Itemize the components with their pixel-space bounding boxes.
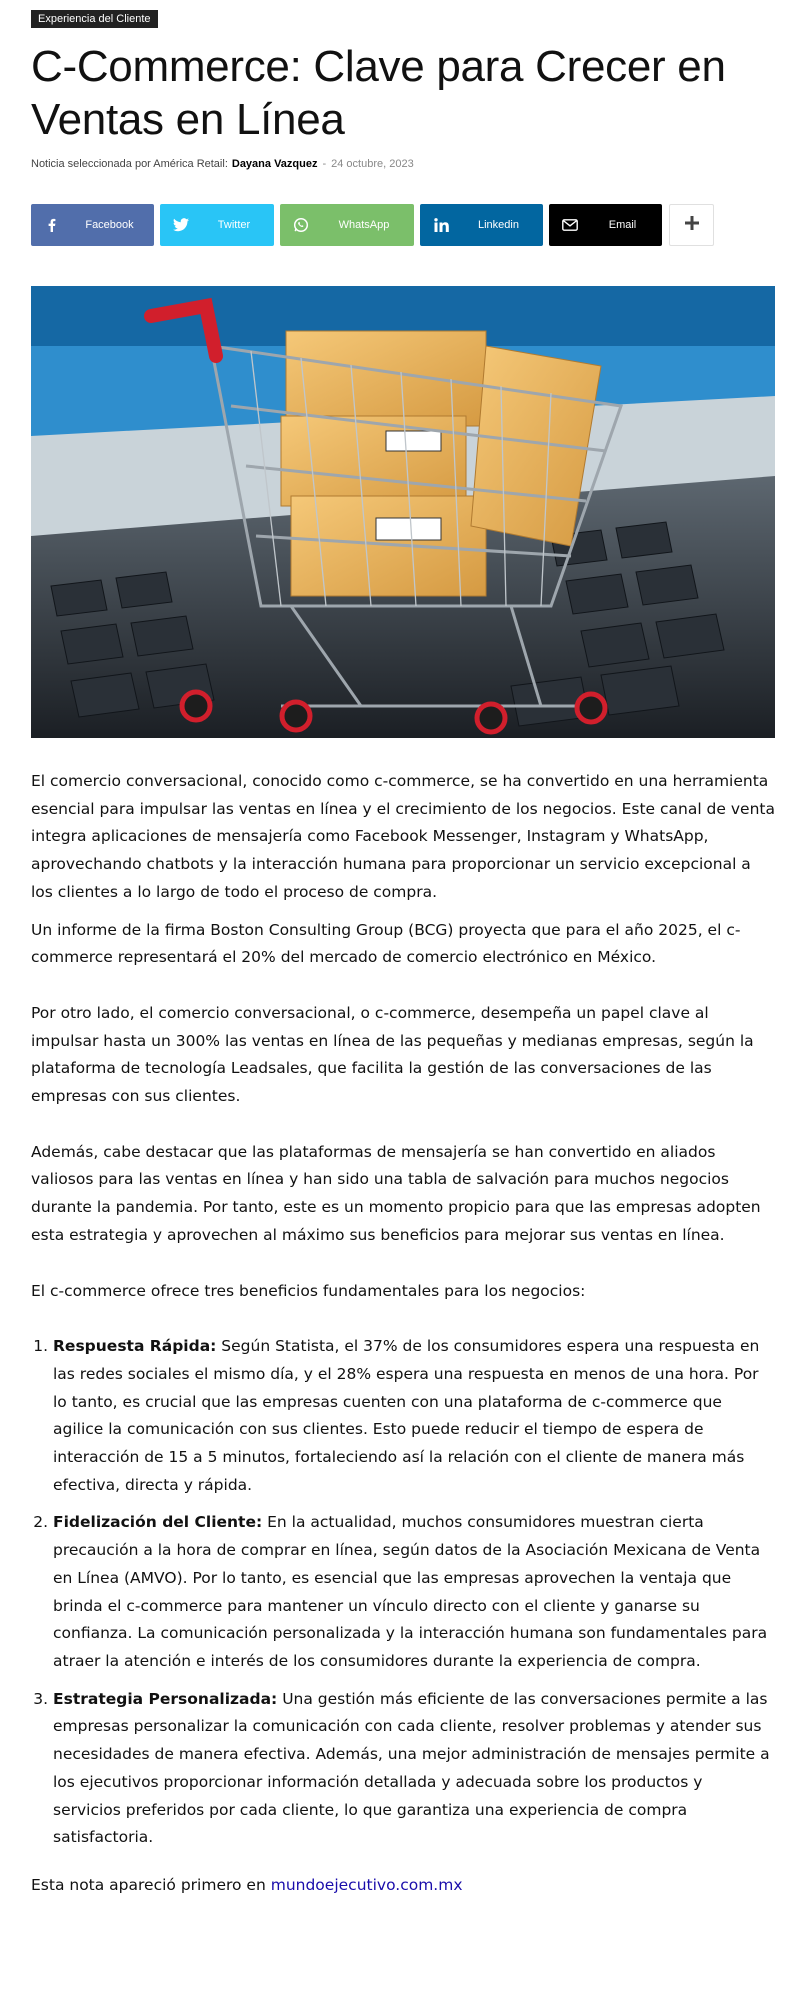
share-facebook-button[interactable] <box>31 204 154 246</box>
share-whatsapp-button[interactable] <box>280 204 414 246</box>
benefit-title: Fidelización del Cliente: <box>53 1513 263 1532</box>
share-email-label: Email <box>608 219 637 231</box>
share-twitter-button[interactable] <box>160 204 274 246</box>
facebook-icon <box>31 204 73 246</box>
benefit-title: Respuesta Rápida: <box>53 1337 217 1356</box>
source-prefix: Esta nota apareció primero en <box>31 1875 271 1894</box>
hero-image <box>31 286 775 738</box>
source-note <box>31 1872 775 1900</box>
page-title: C-Commerce: Clave para Crecer en Ventas en Línea <box>31 42 726 144</box>
list-item <box>53 1686 775 1852</box>
share-more-button[interactable] <box>669 204 714 246</box>
list-item <box>53 1509 775 1675</box>
byline-prefix: Noticia seleccionada por América Retail: <box>31 158 228 170</box>
linkedin-icon <box>420 204 462 246</box>
paragraph-leadsales: Por otro lado, el comercio conversacional, o c-commerce, desempeña un papel clave al impulsar hasta un 300% las ventas en línea de las pequeñas y medianas empresas, según la plataforma de tecnología Leadsales, que facilita la gestión de las conversaciones de las empresas con sus clientes. <box>31 1003 754 1106</box>
article-body <box>31 768 775 1900</box>
publish-date: 24 octubre, 2023 <box>331 158 414 170</box>
share-whatsapp-label: WhatsApp <box>338 219 390 231</box>
whatsapp-icon <box>280 204 322 246</box>
share-facebook-label: Facebook <box>85 219 134 231</box>
author-link[interactable]: Dayana Vazquez <box>231 158 318 170</box>
category-tag[interactable]: Experiencia del Cliente <box>31 10 158 28</box>
byline-separator: - <box>322 158 327 170</box>
plus-icon <box>684 215 700 235</box>
share-twitter-label: Twitter <box>217 219 251 231</box>
share-linkedin-label: Linkedin <box>478 219 519 231</box>
paragraph-pandemic: Además, cabe destacar que las plataformas de mensajería se han convertido en aliados valiosos para las ventas en línea y han sido una tabla de salvación para muchos negocios durante la pandemia. Por tanto, este es un momento propicio para que las empresas adopten esta estrategia y aprovechen al máximo sus beneficios para mejorar sus ventas en línea. <box>31 1142 761 1244</box>
benefit-title: Estrategia Personalizada: <box>53 1689 278 1708</box>
paragraph-intro: El comercio conversacional, conocido como c-commerce, se ha convertido en una herramienta esencial para impulsar las ventas en línea y el crecimiento de los negocios. Este canal de venta integra aplicaciones de mensajería como Facebook Messenger, Instagram y WhatsApp, aprovechando chatbots y la interacción humana para proporcionar un servicio excepcional a los clientes a lo largo de todo el proceso de compra. <box>31 772 775 901</box>
benefit-text: Según Statista, el 37% de los consumidores espera una respuesta en las redes sociales el mismo día, y el 28% espera una respuesta en menos de una hora. Por lo tanto, es crucial que las empresas cuenten con una plataforma de c-commerce que agilice la comunicación con sus clientes. Esto puede reducir el tiempo de espera de interacción de 15 a 5 minutos, fortaleciendo así la relación con el cliente de manera más efectiva, directa y rápida. <box>53 1337 760 1494</box>
paragraph-bcg: Un informe de la firma Boston Consulting Group (BCG) proyecta que para el año 2025, el c-commerce representará el 20% del mercado de comercio electrónico en México. <box>31 920 741 967</box>
benefits-list <box>31 1333 775 1852</box>
list-item <box>53 1333 775 1499</box>
benefit-text: Una gestión más eficiente de las conversaciones permite a las empresas personalizar la comunicación con cada cliente, resolver problemas y atender sus necesidades de manera efectiva. Además, una mejor administración de mensajes permite a los ejecutivos proporcionar información detallada y adecuada sobre los productos y servicios preferidos por cada cliente, lo que garantiza una experiencia de compra satisfactoria. <box>53 1689 770 1847</box>
byline <box>31 157 775 171</box>
share-bar <box>31 204 775 246</box>
shopping-cart-on-laptop-illustration <box>31 286 775 738</box>
paragraph-benefits-intro: El c-commerce ofrece tres beneficios fundamentales para los negocios: <box>31 1281 586 1300</box>
share-linkedin-button[interactable] <box>420 204 543 246</box>
benefit-text: En la actualidad, muchos consumidores muestran cierta precaución a la hora de comprar en línea, según datos de la Asociación Mexicana de Venta en Línea (AMVO). Por lo tanto, es esencial que las empresas aprovechen la ventaja que brinda el c-commerce para mantener un vínculo directo con el cliente y ganarse su confianza. La comunicación personalizada y la interacción humana son fundamentales para atraer la atención e interés de los consumidores durante la experiencia de compra. <box>53 1513 768 1670</box>
twitter-icon <box>160 204 202 246</box>
envelope-icon <box>549 204 591 246</box>
share-email-button[interactable] <box>549 204 662 246</box>
source-link[interactable]: mundoejecutivo.com.mx <box>270 1875 463 1894</box>
